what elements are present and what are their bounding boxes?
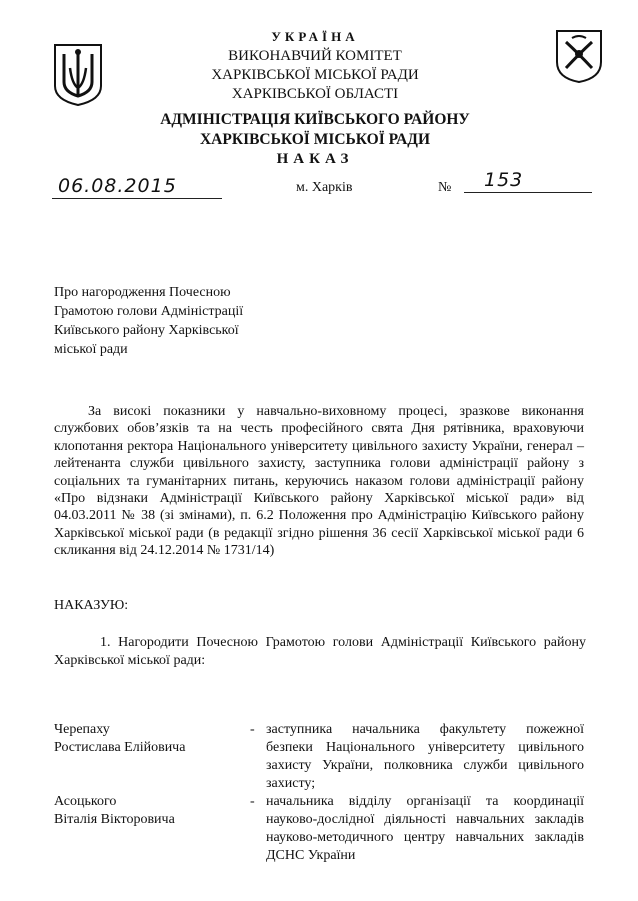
handwritten-date: 06.08.2015 xyxy=(58,175,177,197)
awardee-row xyxy=(54,721,586,791)
committee-line-3: ХАРКІВСЬКОЇ ОБЛАСТІ xyxy=(231,86,399,102)
country-name: УКРАЇНА xyxy=(271,29,359,44)
number-underline xyxy=(464,192,592,193)
committee-line-1: ВИКОНАВЧИЙ КОМІТЕТ xyxy=(228,48,402,64)
subject-line: Київського району Харківської xyxy=(54,323,239,338)
city-label: м. Харків xyxy=(296,180,353,195)
date-underline xyxy=(52,198,222,199)
order-point-1: 1. Нагородити Почесною Грамотою голови Адміністрації Київського району Харківської міської ради: xyxy=(54,635,586,668)
awardee-dash: - xyxy=(250,722,255,737)
administration-line-2: ХАРКІВСЬКОЇ МІСЬКОЇ РАДИ xyxy=(199,131,431,148)
awardee-surname: Асоцького xyxy=(54,794,117,809)
awardee-name xyxy=(54,793,244,829)
awardee-given-names: Ростислава Елійовича xyxy=(54,740,186,755)
awardee-dash: - xyxy=(250,794,255,809)
awardee-given-names: Віталія Вікторовича xyxy=(54,812,175,827)
order-word: НАКАЗУЮ: xyxy=(54,598,129,613)
awardee-name xyxy=(54,721,244,757)
administration-line-1: АДМІНІСТРАЦІЯ КИЇВСЬКОГО РАЙОНУ xyxy=(160,111,470,128)
awardee-surname: Черепаху xyxy=(54,722,110,737)
awardee-row xyxy=(54,793,586,873)
document-type: НАКАЗ xyxy=(276,151,354,167)
preamble-paragraph: За високі показники у навчально-виховному процесі, зразкове виконання службових обов’язків та на честь професійного свята Дня рятівника, враховуючи клопотання ректора Національного університету цивільного захисту України, генерал – лейтенанта служби цивільного захисту, заступника голови адміністрації району з соціальних та гуманітарних питань, керуючись наказом голови адміністрації району «Про відзнаки Адміністрації Київського району Харківської міської ради» від 04.03.2011 № 38 (зі змінами), п. 6.2 Положення про Адміністрацію Київського району Харківської міської ради (в редакції згідно рішення 36 сесії Харківської міської ради 6 скликання від 24.12.2014 № 1731/14) xyxy=(54,404,584,559)
handwritten-number: 153 xyxy=(484,169,524,191)
subject-line: Про нагородження Почесною xyxy=(54,285,231,300)
kharkiv-coat-of-arms-icon xyxy=(554,28,604,89)
order-subject xyxy=(54,283,294,359)
committee-line-2: ХАРКІВСЬКОЇ МІСЬКОЇ РАДИ xyxy=(211,67,419,83)
awardee-description: начальника відділу організації та координації науково-дослідної діяльності навчальних закладів науково-методичного центру навчальних закладів ДСНС України xyxy=(266,794,584,863)
ukraine-trident-icon xyxy=(52,42,104,113)
subject-line: Грамотою голови Адміністрації xyxy=(54,304,244,319)
subject-line: міської ради xyxy=(54,342,128,357)
number-sign: № xyxy=(438,180,452,195)
awardee-description: заступника начальника факультету пожежної безпеки Національного університету цивільного захисту України, полковника служби цивільного захисту; xyxy=(266,722,584,791)
